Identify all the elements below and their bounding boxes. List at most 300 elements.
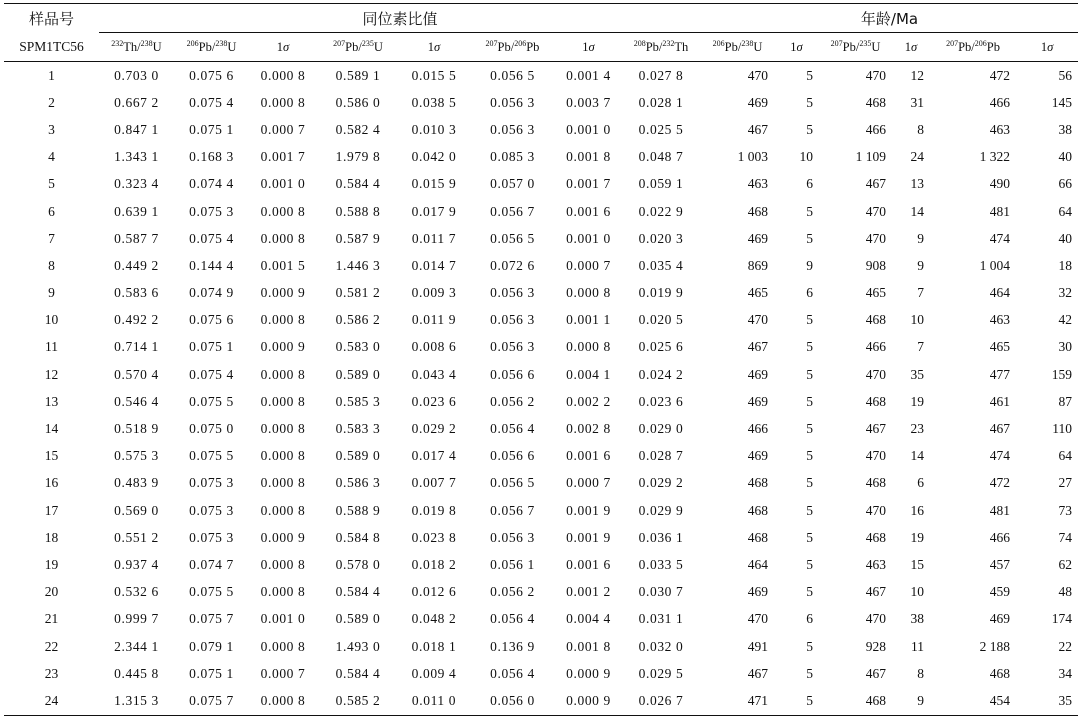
th232-u238-cell: 0.583 6 — [114, 285, 159, 301]
age-pb207-pb206-cell: 1 004 — [979, 257, 1011, 273]
th232-u238-cell: 0.483 9 — [114, 475, 159, 491]
age-pb207-u235-sigma-cell: 10 — [910, 584, 925, 600]
pb208-th232-cell: 0.023 6 — [638, 393, 684, 409]
table-row — [4, 443, 1078, 470]
age-sigma-2-header: 1σ — [892, 33, 930, 62]
age-pb207-pb206-header: $^{207}$Pb/$^{206}$Pb — [930, 33, 1016, 62]
age-pb206-u238-sigma-cell: 5 — [806, 584, 814, 600]
pb207-pb206-sigma-cell: 0.000 7 — [566, 257, 611, 273]
age-pb207-pb206-sigma-cell: 48 — [1058, 584, 1073, 600]
age-pb207-pb206-sigma-cell: 42 — [1058, 312, 1073, 328]
table-row — [4, 89, 1078, 116]
pb207-pb206-sigma-cell: 0.001 7 — [566, 176, 611, 192]
age-pb207-u235-sigma-cell: 8 — [917, 121, 925, 137]
zircon-u-pb-data-table — [4, 3, 1078, 716]
table-row — [4, 361, 1078, 388]
pb207-pb206-cell: 0.056 4 — [490, 665, 535, 681]
pb207-u235-cell: 0.589 1 — [335, 67, 381, 83]
age-pb207-pb206-sigma-cell: 27 — [1058, 475, 1073, 491]
sample-number-cell: 21 — [44, 611, 59, 627]
table-row — [4, 551, 1078, 578]
pb207-pb206-cell: 0.056 1 — [490, 556, 535, 572]
pb208-th232-cell: 0.020 5 — [638, 312, 684, 328]
pb206-u238-cell: 0.075 1 — [189, 121, 234, 137]
age-pb206-u238-cell: 466 — [747, 421, 769, 437]
pb207-u235-sigma-cell: 0.011 0 — [399, 687, 469, 715]
age-pb207-pb206-cell: 463 — [989, 312, 1011, 328]
pb207-u235-sigma-cell: 0.009 3 — [411, 285, 457, 301]
age-pb207-pb206-cell: 464 — [989, 285, 1011, 301]
age-pb207-u235-sigma-cell: 9 — [917, 230, 925, 246]
pb207-u235-sigma-cell: 0.029 2 — [411, 421, 457, 437]
pb207-pb206-cell: 0.056 5 — [490, 67, 535, 83]
sample-number-cell: 19 — [44, 556, 59, 572]
pb207-u235-cell: 0.589 0 — [335, 366, 381, 382]
pb207-pb206-sigma-cell: 0.001 0 — [566, 121, 611, 137]
pb206-u238-sigma-cell: 0.000 8 — [260, 421, 306, 437]
table-row — [4, 660, 1078, 687]
pb207-pb206-cell: 0.136 9 — [490, 638, 535, 654]
age-pb207-u235-sigma-cell: 31 — [910, 94, 925, 110]
age-pb206-u238-cell: 467 — [747, 121, 769, 137]
pb208-th232-cell: 0.028 7 — [638, 448, 684, 464]
sample-number-cell: 15 — [44, 448, 59, 464]
pb207-u235-sigma-cell: 0.012 6 — [411, 584, 457, 600]
pb207-u235-sigma-cell: 0.008 6 — [411, 339, 457, 355]
pb208-th232-cell: 0.032 0 — [638, 638, 684, 654]
sample-number-cell: 17 — [44, 502, 59, 518]
table-row — [4, 687, 1078, 715]
isotope-ratio-group-header: 同位素比值 — [99, 4, 701, 33]
table-row — [4, 633, 1078, 660]
age-pb207-u235-cell: 470 — [865, 203, 887, 219]
age-pb207-pb206-cell: 465 — [989, 339, 1011, 355]
pb207-pb206-sigma-cell: 0.000 9 — [556, 687, 621, 715]
pb207-pb206-sigma-cell: 0.001 1 — [566, 312, 611, 328]
pb207-pb206-sigma-cell: 0.000 7 — [566, 475, 611, 491]
age-pb207-u235-cell: 465 — [865, 285, 887, 301]
pb207-pb206-cell: 0.057 0 — [490, 176, 535, 192]
pb207-u235-cell: 0.584 4 — [335, 584, 381, 600]
pb207-u235-sigma-cell: 0.019 8 — [411, 502, 457, 518]
pb207-u235-sigma-cell: 0.015 9 — [411, 176, 457, 192]
pb207-u235-cell: 0.587 9 — [335, 230, 381, 246]
pb206-u238-sigma-cell: 0.000 9 — [260, 339, 306, 355]
age-pb207-pb206-cell: 459 — [989, 584, 1011, 600]
age-pb207-pb206-sigma-cell: 64 — [1058, 448, 1073, 464]
age-pb206-u238-cell: 469 — [747, 366, 769, 382]
pb208-th232-header: $^{208}$Pb/$^{232}$Th — [621, 33, 701, 62]
pb208-th232-cell: 0.029 2 — [638, 475, 684, 491]
age-pb206-u238-sigma-cell: 5 — [806, 475, 814, 491]
age-pb207-u235-header: $^{207}$Pb/$^{235}$U — [819, 33, 892, 62]
pb206-u238-sigma-cell: 0.000 8 — [260, 638, 306, 654]
age-pb207-pb206-sigma-cell: 159 — [1051, 366, 1073, 382]
pb206-u238-cell: 0.075 5 — [189, 448, 234, 464]
age-pb207-pb206-sigma-cell: 62 — [1058, 556, 1073, 572]
pb207-pb206-sigma-cell: 0.000 8 — [566, 339, 611, 355]
age-pb206-u238-cell: 469 — [747, 94, 769, 110]
sample-number-cell: 8 — [48, 257, 55, 273]
pb207-pb206-cell: 0.056 6 — [490, 366, 535, 382]
th232-u238-cell: 0.532 6 — [114, 584, 159, 600]
table-row — [4, 62, 1078, 90]
pb206-u238-cell: 0.075 4 — [189, 230, 234, 246]
pb206-u238-cell: 0.074 9 — [189, 285, 234, 301]
age-pb207-pb206-cell: 472 — [989, 475, 1011, 491]
age-pb206-u238-cell: 491 — [747, 638, 769, 654]
pb207-u235-sigma-cell: 0.011 9 — [411, 312, 457, 328]
th232-u238-cell: 0.575 3 — [114, 448, 159, 464]
age-pb207-u235-cell: 468 — [819, 687, 892, 715]
age-pb207-pb206-sigma-cell: 38 — [1058, 121, 1073, 137]
pb207-u235-sigma-cell: 0.023 8 — [411, 529, 457, 545]
pb207-u235-sigma-cell: 0.042 0 — [411, 149, 457, 165]
age-pb207-pb206-cell: 1 322 — [979, 149, 1011, 165]
pb207-u235-cell: 0.586 0 — [335, 94, 381, 110]
age-pb207-u235-cell: 467 — [865, 665, 887, 681]
age-group-header: 年龄/Ma — [701, 4, 1078, 33]
age-pb206-u238-cell: 471 — [701, 687, 774, 715]
age-pb207-u235-cell: 470 — [865, 448, 887, 464]
age-pb207-u235-cell: 467 — [865, 176, 887, 192]
age-pb207-pb206-cell: 463 — [989, 121, 1011, 137]
pb208-th232-cell: 0.027 8 — [638, 67, 684, 83]
sample-number-cell: 12 — [44, 366, 59, 382]
age-pb207-pb206-sigma-cell: 34 — [1058, 665, 1073, 681]
pb206-u238-sigma-cell: 0.001 0 — [260, 176, 306, 192]
pb206-u238-cell: 0.075 1 — [189, 339, 234, 355]
pb206-u238-cell: 0.074 4 — [189, 176, 234, 192]
pb207-pb206-header: $^{207}$Pb/$^{206}$Pb — [469, 33, 556, 62]
table-row — [4, 225, 1078, 252]
age-pb207-pb206-cell: 468 — [989, 665, 1011, 681]
pb206-u238-cell: 0.144 4 — [189, 257, 234, 273]
pb206-u238-sigma-cell: 0.000 8 — [249, 687, 317, 715]
age-pb207-pb206-sigma-cell: 22 — [1058, 638, 1073, 654]
pb207-u235-sigma-cell: 0.017 9 — [411, 203, 457, 219]
pb207-u235-cell: 0.582 4 — [335, 121, 381, 137]
age-pb207-pb206-cell: 474 — [989, 448, 1011, 464]
pb207-pb206-sigma-cell: 0.003 7 — [566, 94, 611, 110]
age-pb206-u238-sigma-cell: 9 — [806, 257, 814, 273]
pb206-u238-sigma-cell: 0.000 8 — [260, 475, 306, 491]
age-pb207-pb206-sigma-cell: 32 — [1058, 285, 1073, 301]
age-pb206-u238-cell: 467 — [747, 339, 769, 355]
th232-u238-cell: 1.315 3 — [99, 687, 174, 715]
pb207-u235-cell: 0.588 8 — [335, 203, 381, 219]
pb206-u238-sigma-cell: 0.000 8 — [260, 393, 306, 409]
pb207-pb206-cell: 0.056 3 — [490, 339, 535, 355]
age-pb207-pb206-sigma-cell: 73 — [1058, 502, 1073, 518]
th232-u238-cell: 2.344 1 — [114, 638, 159, 654]
sample-number-cell: 20 — [44, 584, 59, 600]
table-row — [4, 606, 1078, 633]
pb208-th232-cell: 0.029 9 — [638, 502, 684, 518]
pb206-u238-cell: 0.079 1 — [189, 638, 234, 654]
table-row — [4, 497, 1078, 524]
age-pb207-u235-cell: 908 — [865, 257, 887, 273]
age-pb206-u238-sigma-cell: 6 — [806, 176, 814, 192]
table-row — [4, 334, 1078, 361]
pb207-u235-sigma-cell: 0.043 4 — [411, 366, 457, 382]
pb208-th232-cell: 0.035 4 — [638, 257, 684, 273]
pb207-u235-sigma-cell: 0.018 1 — [411, 638, 457, 654]
pb206-u238-sigma-cell: 0.000 8 — [260, 502, 306, 518]
age-pb207-pb206-sigma-cell: 40 — [1058, 149, 1073, 165]
pb207-u235-sigma-cell: 0.023 6 — [411, 393, 457, 409]
th232-u238-cell: 0.518 9 — [114, 421, 159, 437]
th232-u238-cell: 0.587 7 — [114, 230, 159, 246]
age-pb207-pb206-sigma-cell: 145 — [1051, 94, 1073, 110]
age-pb207-u235-cell: 468 — [865, 393, 887, 409]
pb206-u238-sigma-cell: 0.000 8 — [260, 203, 306, 219]
age-pb206-u238-sigma-cell: 5 — [806, 502, 814, 518]
th232-u238-cell: 0.999 7 — [114, 611, 159, 627]
sample-number-cell: 23 — [44, 665, 59, 681]
age-pb206-u238-sigma-cell: 5 — [806, 448, 814, 464]
age-pb207-u235-cell: 1 109 — [855, 149, 887, 165]
th232-u238-cell: 0.937 4 — [114, 556, 159, 572]
pb206-u238-cell: 0.168 3 — [189, 149, 234, 165]
age-pb207-u235-sigma-cell: 12 — [910, 67, 925, 83]
age-pb206-u238-sigma-cell: 5 — [806, 638, 814, 654]
pb207-pb206-cell: 0.056 7 — [490, 203, 535, 219]
age-pb207-u235-cell: 468 — [865, 475, 887, 491]
pb207-pb206-sigma-cell: 0.001 6 — [566, 556, 611, 572]
age-pb207-u235-sigma-cell: 15 — [910, 556, 925, 572]
pb207-u235-sigma-cell: 0.017 4 — [411, 448, 457, 464]
age-sigma-1-header: 1σ — [774, 33, 819, 62]
pb206-u238-sigma-cell: 0.001 7 — [260, 149, 306, 165]
sample-number-cell: 18 — [44, 529, 59, 545]
age-pb207-pb206-sigma-cell: 35 — [1016, 687, 1078, 715]
age-pb206-u238-header: $^{206}$Pb/$^{238}$U — [701, 33, 774, 62]
pb206-u238-cell: 0.075 3 — [189, 502, 234, 518]
th232-u238-cell: 0.551 2 — [114, 529, 159, 545]
pb207-u235-cell: 1.493 0 — [335, 638, 381, 654]
table-row — [4, 415, 1078, 442]
pb206-u238-cell: 0.075 0 — [189, 421, 234, 437]
sigma-3-header: 1σ — [556, 33, 621, 62]
sample-number-cell: 22 — [44, 638, 59, 654]
age-pb207-u235-sigma-cell: 23 — [910, 421, 925, 437]
pb207-u235-cell: 0.584 8 — [335, 529, 381, 545]
age-pb207-u235-cell: 470 — [865, 230, 887, 246]
age-pb206-u238-sigma-cell: 5 — [806, 393, 814, 409]
pb207-u235-cell: 0.583 0 — [335, 339, 381, 355]
age-pb207-pb206-cell: 472 — [989, 67, 1011, 83]
age-pb206-u238-cell: 463 — [747, 176, 769, 192]
pb206-u238-cell: 0.075 5 — [189, 584, 234, 600]
age-pb206-u238-sigma-cell: 5 — [806, 94, 814, 110]
pb207-pb206-cell: 0.056 5 — [490, 475, 535, 491]
pb207-u235-sigma-cell: 0.048 2 — [411, 611, 457, 627]
sample-number-cell: 6 — [48, 203, 55, 219]
pb207-pb206-sigma-cell: 0.001 8 — [566, 638, 611, 654]
table-row — [4, 470, 1078, 497]
age-pb206-u238-sigma-cell: 10 — [799, 149, 814, 165]
age-pb207-pb206-cell: 481 — [989, 203, 1011, 219]
pb206-u238-sigma-cell: 0.000 7 — [260, 121, 306, 137]
pb206-u238-sigma-cell: 0.000 8 — [260, 584, 306, 600]
age-pb207-u235-sigma-cell: 11 — [911, 638, 925, 654]
pb207-u235-cell: 1.446 3 — [335, 257, 381, 273]
pb207-pb206-sigma-cell: 0.001 8 — [566, 149, 611, 165]
age-pb207-u235-cell: 470 — [865, 502, 887, 518]
age-pb207-pb206-cell: 461 — [989, 393, 1011, 409]
table-row — [4, 579, 1078, 606]
pb206-u238-cell: 0.075 4 — [189, 366, 234, 382]
pb207-pb206-cell: 0.056 0 — [469, 687, 556, 715]
pb208-th232-cell: 0.024 2 — [638, 366, 684, 382]
age-pb206-u238-sigma-cell: 5 — [774, 687, 819, 715]
age-pb207-u235-cell: 468 — [865, 94, 887, 110]
age-pb207-pb206-sigma-cell: 56 — [1058, 67, 1073, 83]
table-row — [4, 198, 1078, 225]
pb206-u238-cell: 0.075 4 — [189, 94, 234, 110]
age-pb206-u238-cell: 469 — [747, 230, 769, 246]
age-pb207-pb206-cell: 490 — [989, 176, 1011, 192]
pb207-u235-cell: 0.584 4 — [335, 665, 381, 681]
pb207-u235-cell: 0.586 2 — [335, 312, 381, 328]
pb207-u235-cell: 0.586 3 — [335, 475, 381, 491]
age-pb207-u235-sigma-cell: 16 — [910, 502, 925, 518]
age-pb206-u238-cell: 468 — [747, 475, 769, 491]
pb207-pb206-cell: 0.072 6 — [490, 257, 535, 273]
age-pb207-u235-sigma-cell: 7 — [917, 339, 925, 355]
pb207-u235-cell: 0.584 4 — [335, 176, 381, 192]
pb208-th232-cell: 0.029 0 — [638, 421, 684, 437]
age-pb206-u238-sigma-cell: 6 — [806, 285, 814, 301]
pb208-th232-cell: 0.026 7 — [621, 687, 701, 715]
pb206-u238-header: $^{206}$Pb/$^{238}$U — [174, 33, 249, 62]
pb207-u235-cell: 0.589 0 — [335, 448, 381, 464]
pb207-u235-cell: 0.585 2 — [317, 687, 399, 715]
pb207-pb206-cell: 0.056 3 — [490, 529, 535, 545]
age-pb206-u238-sigma-cell: 6 — [806, 611, 814, 627]
age-pb207-u235-sigma-cell: 14 — [910, 203, 925, 219]
age-pb207-pb206-cell: 454 — [930, 687, 1016, 715]
pb206-u238-sigma-cell: 0.000 9 — [260, 529, 306, 545]
sample-number-cell: 13 — [44, 393, 59, 409]
th232-u238-cell: 0.847 1 — [114, 121, 159, 137]
pb207-pb206-cell: 0.056 6 — [490, 448, 535, 464]
age-pb207-u235-sigma-cell: 9 — [917, 257, 925, 273]
pb207-pb206-sigma-cell: 0.000 9 — [566, 665, 611, 681]
age-pb207-pb206-sigma-cell: 87 — [1058, 393, 1073, 409]
age-pb207-pb206-sigma-cell: 66 — [1058, 176, 1073, 192]
age-pb207-pb206-sigma-cell: 18 — [1058, 257, 1073, 273]
th232-u238-cell: 0.639 1 — [114, 203, 159, 219]
pb207-pb206-sigma-cell: 0.001 2 — [566, 584, 611, 600]
age-sigma-3-header: 1σ — [1016, 33, 1078, 62]
sample-number-cell: 4 — [48, 149, 55, 165]
pb207-u235-sigma-cell: 0.018 2 — [411, 556, 457, 572]
age-pb207-u235-cell: 467 — [865, 584, 887, 600]
age-pb207-pb206-cell: 467 — [989, 421, 1011, 437]
sample-number-cell: 14 — [44, 421, 59, 437]
age-pb207-u235-cell: 468 — [865, 529, 887, 545]
pb208-th232-cell: 0.025 5 — [638, 121, 684, 137]
pb207-u235-sigma-cell: 0.038 5 — [411, 94, 457, 110]
pb207-u235-cell: 0.588 9 — [335, 502, 381, 518]
age-pb207-u235-sigma-cell: 7 — [917, 285, 925, 301]
age-pb206-u238-sigma-cell: 5 — [806, 312, 814, 328]
age-pb207-u235-sigma-cell: 35 — [910, 366, 925, 382]
age-pb206-u238-cell: 470 — [747, 312, 769, 328]
pb207-pb206-cell: 0.056 5 — [490, 230, 535, 246]
age-pb207-pb206-cell: 477 — [989, 366, 1011, 382]
pb206-u238-sigma-cell: 0.000 8 — [260, 448, 306, 464]
age-pb207-pb206-sigma-cell: 174 — [1051, 611, 1073, 627]
age-pb207-pb206-sigma-cell: 30 — [1058, 339, 1073, 355]
pb207-pb206-sigma-cell: 0.001 9 — [566, 502, 611, 518]
pb206-u238-sigma-cell: 0.000 8 — [260, 312, 306, 328]
age-pb207-u235-sigma-cell: 6 — [917, 475, 925, 491]
age-pb207-u235-sigma-cell: 24 — [910, 149, 925, 165]
pb206-u238-cell: 0.075 3 — [189, 203, 234, 219]
pb207-pb206-sigma-cell: 0.001 6 — [566, 203, 611, 219]
pb207-u235-sigma-cell: 0.011 7 — [411, 230, 457, 246]
sample-number-cell: 16 — [44, 475, 59, 491]
pb206-u238-sigma-cell: 0.000 8 — [260, 67, 306, 83]
pb207-u235-cell: 0.583 3 — [335, 421, 381, 437]
pb207-pb206-sigma-cell: 0.001 0 — [566, 230, 611, 246]
table-row — [4, 116, 1078, 143]
pb206-u238-cell: 0.075 5 — [189, 393, 234, 409]
age-pb206-u238-cell: 468 — [747, 203, 769, 219]
sample-number-cell: 10 — [44, 312, 59, 328]
pb207-pb206-sigma-cell: 0.000 8 — [566, 285, 611, 301]
age-pb206-u238-cell: 464 — [747, 556, 769, 572]
age-pb207-pb206-sigma-cell: 40 — [1058, 230, 1073, 246]
age-pb207-pb206-cell: 469 — [989, 611, 1011, 627]
age-pb207-pb206-cell: 457 — [989, 556, 1011, 572]
pb206-u238-sigma-cell: 0.000 8 — [260, 366, 306, 382]
pb208-th232-cell: 0.031 1 — [638, 611, 684, 627]
pb207-u235-cell: 0.581 2 — [335, 285, 381, 301]
age-pb207-u235-sigma-cell: 38 — [910, 611, 925, 627]
pb207-pb206-cell: 0.056 3 — [490, 285, 535, 301]
pb206-u238-cell: 0.075 6 — [189, 67, 234, 83]
age-pb206-u238-sigma-cell: 5 — [806, 529, 814, 545]
pb207-u235-cell: 0.578 0 — [335, 556, 381, 572]
age-pb207-u235-sigma-cell: 9 — [892, 687, 930, 715]
table-row — [4, 280, 1078, 307]
pb208-th232-cell: 0.019 9 — [638, 285, 684, 301]
pb206-u238-cell: 0.075 7 — [189, 611, 234, 627]
th232-u238-cell: 0.449 2 — [114, 257, 159, 273]
table-row — [4, 171, 1078, 198]
pb207-pb206-cell: 0.056 3 — [490, 312, 535, 328]
pb208-th232-cell: 0.033 5 — [638, 556, 684, 572]
pb207-u235-sigma-cell: 0.014 7 — [411, 257, 457, 273]
pb207-pb206-sigma-cell: 0.002 2 — [566, 393, 611, 409]
sample-number-cell: 1 — [48, 67, 55, 83]
age-pb206-u238-cell: 465 — [747, 285, 769, 301]
th232-u238-header: $^{232}$Th/$^{238}$U — [99, 33, 174, 62]
pb206-u238-cell: 0.075 6 — [189, 312, 234, 328]
age-pb207-u235-cell: 467 — [865, 421, 887, 437]
pb207-pb206-cell: 0.056 3 — [490, 121, 535, 137]
age-pb206-u238-cell: 469 — [747, 584, 769, 600]
pb206-u238-cell: 0.075 3 — [189, 475, 234, 491]
age-pb207-u235-sigma-cell: 19 — [910, 529, 925, 545]
pb206-u238-cell: 0.074 7 — [189, 556, 234, 572]
th232-u238-cell: 0.703 0 — [114, 67, 159, 83]
age-pb207-pb206-cell: 474 — [989, 230, 1011, 246]
